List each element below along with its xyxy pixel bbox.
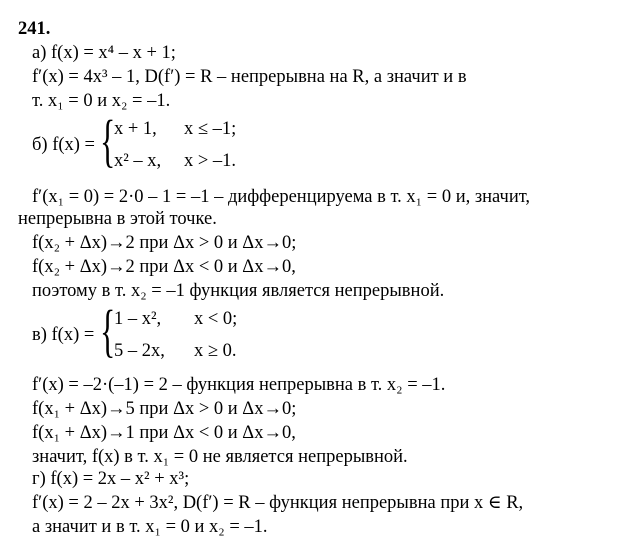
part-v-line1: f′(x) = –2·(–1) = 2 – функция непрерывна в т. x₂ = –1. bbox=[32, 375, 446, 395]
part-v-case1-expr: 1 – x², bbox=[114, 309, 162, 329]
part-v-line3: f(x₁ + Δx)→1 при Δx < 0 и Δx→0, bbox=[32, 423, 296, 443]
part-b-case1-cond: x ≤ –1; bbox=[184, 119, 237, 139]
part-g-line1: г) f(x) = 2x – x² + x³; bbox=[32, 469, 190, 489]
part-v-label: в) f(x) = bbox=[32, 325, 95, 345]
part-b-case2-cond: x > –1. bbox=[184, 151, 237, 171]
part-b-case1-expr: x + 1, bbox=[114, 119, 157, 139]
part-b-line4: f(x₂ + Δx)→2 при Δx < 0 и Δx→0, bbox=[32, 257, 296, 277]
part-b-line5: поэтому в т. x₂ = –1 функция является непрерывной. bbox=[32, 281, 445, 301]
part-b-line3: f(x₂ + Δx)→2 при Δx > 0 и Δx→0; bbox=[32, 233, 297, 253]
part-v-brace: { bbox=[100, 298, 116, 363]
part-b-line1: f′(x₁ = 0) = 2·0 – 1 = –1 – дифференцируема в т. x₁ = 0 и, значит, bbox=[32, 187, 531, 207]
part-b-line2: непрерывна в этой точке. bbox=[18, 209, 217, 229]
part-a-line3: т. x₁ = 0 и x₂ = –1. bbox=[32, 91, 171, 111]
part-v-case2-cond: x ≥ 0. bbox=[194, 341, 237, 361]
problem-number: 241. bbox=[18, 19, 51, 39]
part-b-label: б) f(x) = bbox=[32, 135, 95, 155]
part-a-line2: f′(x) = 4x³ – 1, D(f′) = R – непрерывна на R, а значит и в bbox=[32, 67, 467, 87]
part-b-case2-expr: x² – x, bbox=[114, 151, 162, 171]
part-b-brace: { bbox=[100, 108, 116, 173]
part-v-case2-expr: 5 – 2x, bbox=[114, 341, 165, 361]
part-v-case1-cond: x < 0; bbox=[194, 309, 238, 329]
part-a-line1: а) f(x) = x⁴ – x + 1; bbox=[32, 43, 176, 63]
part-v-line2: f(x₁ + Δx)→5 при Δx > 0 и Δx→0; bbox=[32, 399, 297, 419]
part-g-line3: а значит и в т. x₁ = 0 и x₂ = –1. bbox=[32, 517, 268, 537]
part-g-line2: f′(x) = 2 – 2x + 3x², D(f′) = R – функция непрерывна при x ∈ R, bbox=[32, 493, 524, 513]
part-v-line4: значит, f(x) в т. x₁ = 0 не является непрерывной. bbox=[32, 447, 408, 467]
